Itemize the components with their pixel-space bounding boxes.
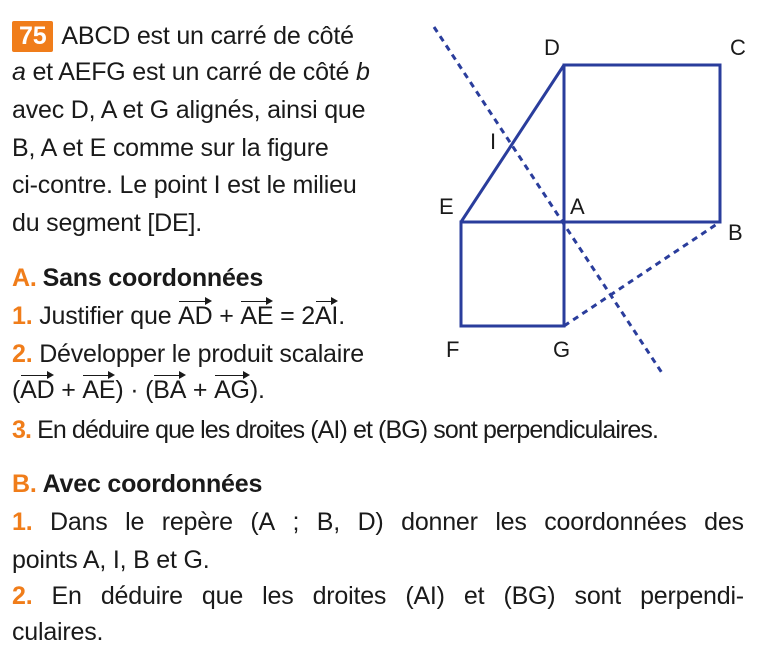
line-bg — [564, 222, 720, 326]
period: . — [338, 302, 345, 330]
plus-sign-2: + — [54, 376, 83, 404]
q-b1-number: 1. — [12, 508, 33, 536]
label-i: I — [490, 129, 497, 154]
word: D) — [357, 508, 384, 536]
word: Dans — [50, 508, 108, 536]
vector-ae: AE — [240, 298, 273, 334]
label-c: C — [730, 35, 746, 60]
q-b2-number: 2. — [12, 582, 33, 610]
q-a1-text: Justifier que — [39, 302, 179, 330]
vector-ae-2: AE — [82, 372, 115, 408]
vector-ag: AG — [214, 372, 250, 408]
word: (BG) — [503, 582, 556, 610]
word: donner — [401, 508, 478, 536]
word: perpendi- — [640, 582, 744, 610]
part-a-title: Sans coordonnées — [42, 264, 264, 292]
label-e: E — [439, 194, 454, 219]
statement-text-1: ABCD est un carré de côté — [61, 22, 354, 50]
part-b-title: Avec coordonnées — [42, 470, 263, 498]
vector-ad-2: AD — [20, 372, 54, 408]
word: B, — [316, 508, 341, 536]
paren-open: ( — [12, 376, 21, 404]
word: les — [262, 582, 294, 610]
side-b-symbol: b — [356, 58, 370, 86]
statement-line-6: du segment [DE]. — [12, 209, 202, 237]
q-a2-number: 2. — [12, 340, 33, 368]
statement-line-5: ci-contre. Le point I est le milieu — [12, 171, 357, 199]
word: (A — [250, 508, 275, 536]
segment-de — [461, 65, 564, 222]
q-a3-text: En déduire que les droites (AI) et (BG) sont perpendiculaires. — [37, 416, 659, 444]
equals-two: = 2 — [273, 302, 315, 330]
vector-ad: AD — [178, 298, 212, 334]
label-b: B — [728, 220, 743, 245]
word: coordonnées — [544, 508, 687, 536]
statement-text-2: et AEFG est un carré de côté — [25, 58, 356, 86]
label-f: F — [446, 337, 460, 362]
label-d: D — [544, 35, 560, 60]
word: des — [704, 508, 744, 536]
word: droites — [312, 582, 387, 610]
q-a3-number: 3. — [12, 416, 32, 444]
word: et — [463, 582, 485, 610]
plus-sign-3: + — [186, 376, 215, 404]
vector-ai: AI — [315, 298, 338, 334]
dot-product: ) · ( — [115, 376, 154, 404]
word: En — [51, 582, 82, 610]
part-b-question-2-cont: culaires. — [12, 618, 104, 646]
word: déduire — [100, 582, 183, 610]
line-ai — [434, 27, 664, 376]
word: repère — [161, 508, 233, 536]
square-abcd — [564, 65, 720, 222]
statement-line-4: B, A et E comme sur la figure — [12, 134, 329, 162]
exercise-number-badge: 75 — [12, 21, 53, 52]
part-b-letter: B. — [12, 470, 37, 498]
label-a: A — [570, 194, 585, 219]
word: sont — [574, 582, 621, 610]
q-a1-number: 1. — [12, 302, 33, 330]
square-aefg — [461, 222, 564, 326]
paren-close: ). — [249, 376, 265, 404]
part-b-question-1-cont: points A, I, B et G. — [12, 546, 210, 574]
vector-ba: BA — [153, 372, 186, 408]
side-a-symbol: a — [12, 58, 26, 86]
statement-line-3: avec D, A et G alignés, ainsi que — [12, 96, 366, 124]
word: ; — [292, 508, 300, 536]
plus-sign: + — [212, 302, 241, 330]
word: le — [125, 508, 145, 536]
word: que — [201, 582, 244, 610]
label-g: G — [553, 337, 571, 362]
word: les — [495, 508, 527, 536]
word: (AI) — [405, 582, 445, 610]
part-a-letter: A. — [12, 264, 37, 292]
q-a2-text: Développer le produit scalaire — [39, 340, 364, 368]
